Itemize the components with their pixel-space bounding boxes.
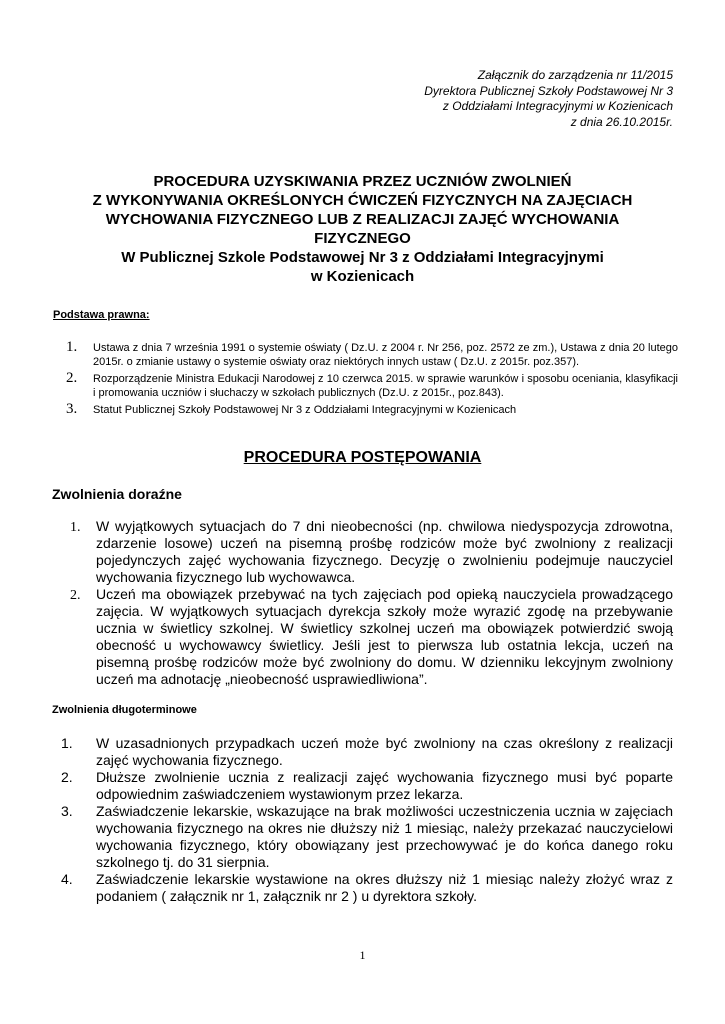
title-line-4: FIZYCZNEGO: [314, 230, 411, 247]
item-text: Ustawa z dnia 7 września 1991 o systemie oświaty ( Dz.U. z 2004 r. Nr 256, poz. 2572 ze zm.), Ustawa z dnia 20 lutego 2015r. o zmianie ustawy o systemie oświaty oraz niektórych innych ustaw ( Dz.U. z 2015r. poz.357).: [93, 342, 678, 368]
item-number: 4.: [61, 871, 73, 887]
item-text: W uzasadnionych przypadkach uczeń może być zwolniony na czas określony z realizacji zajęć wychowania fizycznego.: [96, 735, 673, 768]
document-title: [40, 172, 685, 286]
legal-basis-heading: Podstawa prawna:: [53, 309, 150, 321]
list-item: [61, 871, 673, 905]
item-text: Zaświadczenie lekarskie wystawione na okres dłuższy niż 1 miesiąc należy złożyć wraz z podaniem ( załącznik nr 1, załącznik nr 2 ) u dyrektora szkoły.: [96, 871, 673, 904]
item-number: 2.: [70, 588, 81, 603]
item-number: 1.: [70, 520, 81, 535]
title-line-6: w Kozienicach: [310, 268, 415, 285]
item-number: 1.: [66, 339, 78, 355]
title-line-2: Z WYKONYWANIA OKREŚLONYCH ĆWICZEŃ FIZYCZNYCH NA ZAJĘCIACH: [92, 192, 633, 209]
short-term-heading: Zwolnienia doraźne: [52, 486, 182, 502]
list-item: [70, 518, 673, 586]
annex-line-3: z Oddziałami Integracyjnymi w Kozienicach: [442, 99, 673, 113]
list-item: [70, 586, 673, 688]
long-term-list: [61, 735, 673, 905]
item-number: 2.: [66, 370, 78, 386]
item-text: W wyjątkowych sytuacjach do 7 dni nieobecności (np. chwilowa niedyspozycja zdrowotna, zdarzenie losowe) uczeń na pisemną prośbę rodziców może być zwolniony z realizacji pojedynczych zajęć wychowania fizycznego. Decyzję o zwolnieniu podejmuje nauczyciel wychowania fizycznego lub wychowawca.: [96, 518, 673, 585]
procedure-heading: PROCEDURA POSTĘPOWANIA: [243, 449, 482, 466]
item-number: 1.: [61, 735, 73, 751]
list-item: [61, 803, 673, 871]
item-text: Uczeń ma obowiązek przebywać na tych zajęciach pod opieką nauczyciela prowadzącego zajęcia. W wyjątkowych sytuacjach dyrekcja szkoły może wyrazić zgodę na przebywanie ucznia w świetlicy szkolnej. W świetlicy szkolnej uczeń ma obowiązek potwierdzić swoją obecność u wychowawcy świetlicy. Jeśli jest to pierwsza lub ostatnia lekcja, uczeń na pisemną prośbę rodziców może być zwolniony do domu. W dzienniku lekcyjnym zwolniony uczeń ma adnotację „nieobecność usprawiedliwiona”.: [96, 586, 673, 687]
long-term-heading: Zwolnienia długoterminowe: [52, 704, 197, 716]
page-number: 1: [359, 948, 366, 962]
item-text: Statut Publicznej Szkoły Podstawowej Nr 3 z Oddziałami Integracyjnymi w Kozienicach: [93, 404, 517, 416]
list-item: [61, 735, 673, 769]
item-number: 3.: [61, 803, 73, 819]
list-item: [61, 769, 673, 803]
item-text: Rozporządzenie Ministra Edukacji Narodowej z 10 czerwca 2015. w sprawie warunków i sposobu oceniania, klasyfikacji i promowania uczniów i słuchaczy w szkołach publicznych (Dz.U. z 2015r., poz.843).: [93, 373, 678, 399]
item-number: 3.: [66, 401, 78, 417]
legal-basis-list: [66, 341, 678, 420]
annex-note: [343, 68, 673, 130]
title-line-5: W Publicznej Szkole Podstawowej Nr 3 z Oddziałami Integracyjnymi: [121, 249, 604, 266]
title-line-3: WYCHOWANIA FIZYCZNEGO LUB Z REALIZACJI ZAJĘĆ WYCHOWANIA: [105, 211, 620, 228]
list-item: [66, 372, 678, 400]
item-text: Dłuższe zwolnienie ucznia z realizacji zajęć wychowania fizycznego musi być poparte odpowiednim zaświadczeniem wystawionym przez lekarza.: [96, 769, 673, 802]
short-term-list: [70, 518, 673, 688]
item-number: 2.: [61, 769, 73, 785]
list-item: [66, 403, 678, 417]
annex-line-1: Załącznik do zarządzenia nr 11/2015: [477, 68, 673, 82]
list-item: [66, 341, 678, 369]
item-text: Zaświadczenie lekarskie, wskazujące na brak możliwości uczestniczenia ucznia w zajęciach wychowania fizycznego na okres nie dłuższy niż 1 miesiąc, należy przekazać nauczycielowi wychowania fizycznego, który obowiązany jest przechowywać je do końca danego roku szkolnego tj. do 31 sierpnia.: [96, 803, 673, 870]
annex-line-4: z dnia 26.10.2015r.: [570, 114, 673, 129]
title-line-1: PROCEDURA UZYSKIWANIA PRZEZ UCZNIÓW ZWOLNIEŃ: [153, 173, 572, 190]
annex-line-2: Dyrektora Publicznej Szkoły Podstawowej Nr 3: [424, 83, 673, 98]
